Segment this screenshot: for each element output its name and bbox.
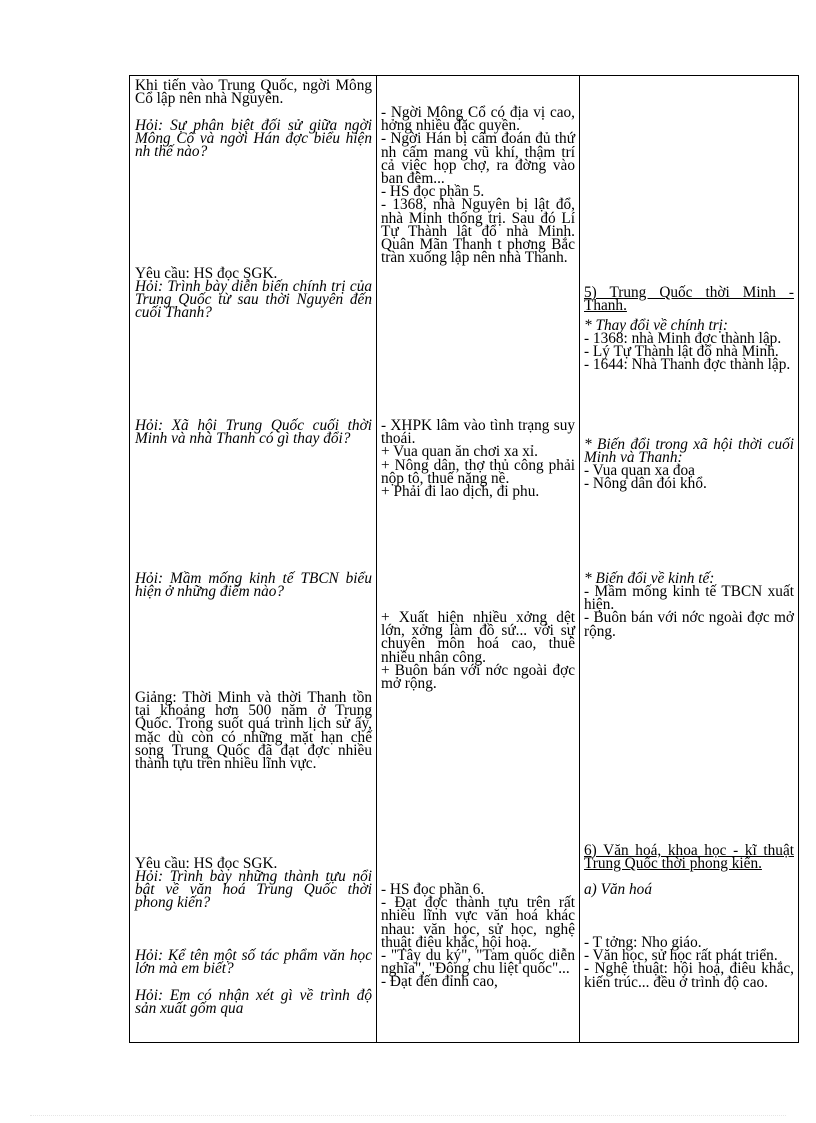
question-pottery: Hỏi: Em có nhận xét gì về trình độ sản xuất gốm qua [135, 987, 372, 1018]
student-activity-column [376, 76, 580, 1042]
subheading-political: * Thay đổi về chính trị: [584, 317, 729, 334]
page-footer-divider [30, 1115, 786, 1116]
question-political-changes: Hỏi: Trình bày diễn biến chính trị của Trung Quốc từ sau thời Nguyên đến cuối Thanh? [135, 278, 372, 322]
request-read-sgk-2: Yêu cầu: HS đọc SGK. [135, 855, 278, 872]
intro-text: Khi tiến vào Trung Quốc, ngời Mông Cổ lập nên nhà Nguyên. [135, 77, 372, 108]
subheading-economy: * Biến đổi về kinh tế: [584, 570, 715, 587]
political-points: - 1368: nhà Minh đợc thành lập. - Lý Tự Thành lật đổ nhà Minh. - 1644: Nhà Thanh đợc thành lập. [584, 330, 791, 374]
society-points: - Vua quan xa đoạ - Nông dân đói khổ. [584, 462, 707, 493]
question-discrimination: Hỏi: Sự phân biệt đối sử giữa ngời Mông Cổ và ngời Hán đợc biểu hiện nh thế nào? [135, 117, 372, 161]
answer-block-4: - HS đọc phần 6. - Đạt đợc thành tựu trên rất nhiều lĩnh vực văn hoá khác nhau: văn học, sử học, nghệ thuật điêu khắc, hội hoạ. - "Tây du ký", "Tam quốc diễn nghĩa", "Đông chu liệt quốc"... - Đạt đến đỉnh cao, [381, 881, 575, 991]
subheading-culture: a) Văn hoá [584, 881, 652, 898]
question-literary-works: Hỏi: Kể tên một số tác phẩm văn học lớn mà em biết? [135, 947, 372, 978]
question-capitalism-seeds: Hỏi: Mầm mống kinh tế TBCN biểu hiện ở những điểm nào? [135, 570, 372, 601]
question-culture-achievements: Hỏi: Trình bày những thành tựu nổi bật về văn hoá Trung Quốc thời phong kiến? [135, 868, 372, 912]
lesson-content-column [579, 76, 798, 1042]
subheading-society: * Biến đổi trong xã hội thời cuối Minh và Thanh: [584, 436, 794, 467]
answer-block-1: - Ngời Mông Cổ có địa vị cao, hởng nhiều đặc quyền. - Ngời Hán bị cấm đoán đủ thứ nh cấm mang vũ khí, thậm trí cả việc họp chợ, ra đờng vào ban đêm... - HS đọc phần 5. - 1368, nhà Nguyên bị lật đổ, nhà Minh thống trị. Sau đó Lí Tự Thành lật đổ nhà Minh. Quân Mãn Thanh t phơng Bắc tràn xuống lập nên nhà Thanh. [381, 104, 575, 267]
culture-points: - T tởng: Nho giáo. - Văn học, sử học rất phát triển. - Nghệ thuật: hội hoạ, điêu khắc, kiến trúc... đều ở trình độ cao. [584, 934, 794, 991]
section-5-heading: 5) Trung Quốc thời Minh - Thanh. [584, 284, 794, 315]
teacher-explanation: Giảng: Thời Minh và thời Thanh tồn tại khoảng hơn 500 năm ở Trung Quốc. Trong suốt quá trình lịch sử ấy, mặc dù còn có những mặt hạn chế song Trung Quốc đã đạt đợc nhiều thành tựu trên nhiều lĩnh vực. [135, 689, 372, 773]
teacher-activity-column [130, 76, 377, 1042]
question-society-changes: Hỏi: Xã hội Trung Quốc cuối thời Minh và nhà Thanh có gì thay đổi? [135, 417, 372, 448]
economy-points: - Mầm mống kinh tế TBCN xuất hiện. - Buôn bán với nớc ngoài đợc mở rộng. [584, 583, 794, 640]
lesson-table [129, 75, 799, 1043]
answer-block-3: + Xuất hiện nhiều xởng dệt lớn, xởng làm đồ sứ... với sự chuyên môn hoá cao, thuê nhiều nhân công. + Buôn bán với nớc ngoài đợc mở rộng. [381, 609, 575, 693]
request-read-sgk: Yêu cầu: HS đọc SGK. [135, 265, 278, 282]
answer-block-2: - XHPK lâm vào tình trạng suy thoái. + Vua quan ăn chơi xa xỉ. + Nông dân, thợ thủ công phải nộp tô, thuế nặng nề. + Phải đi lao dịch, đi phu. [381, 417, 575, 501]
section-6-heading: 6) Văn hoá, khoa học - kĩ thuật Trung Quốc thời phong kiến. [584, 842, 794, 873]
